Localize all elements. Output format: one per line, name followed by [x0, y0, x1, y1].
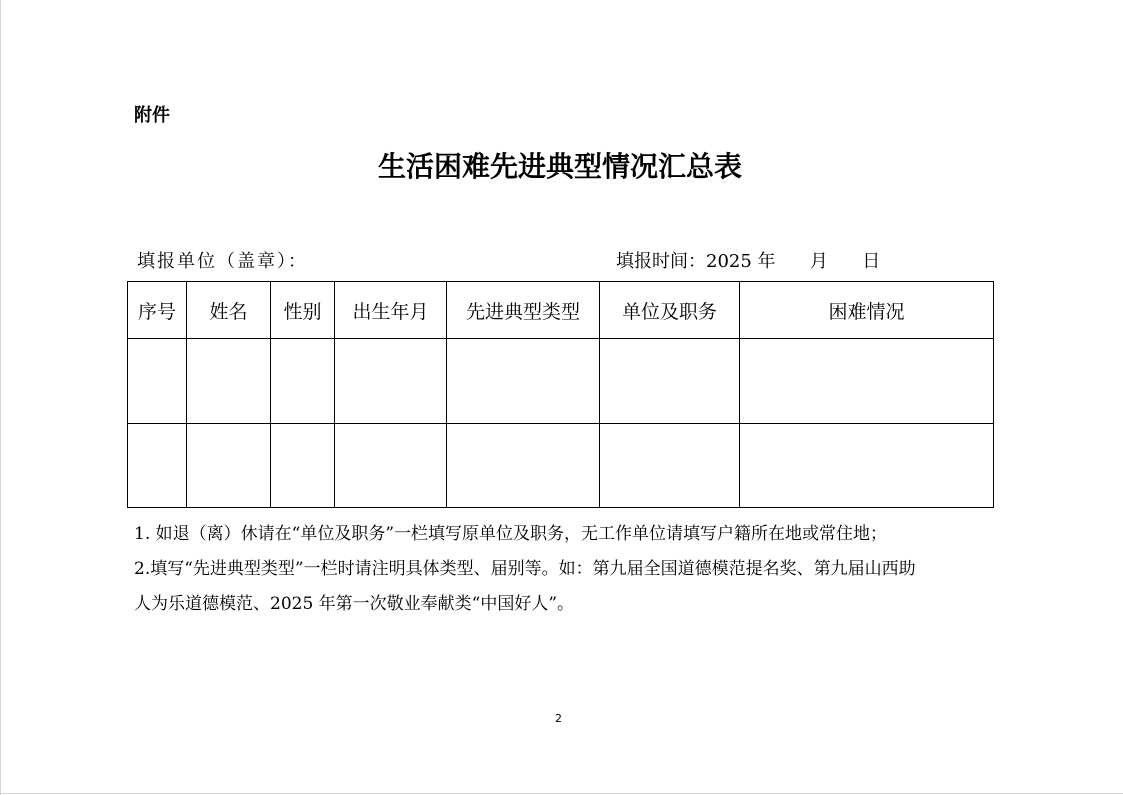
header-model-type: 先进典型类型 — [447, 282, 600, 339]
fill-time-year-unit: 年 — [757, 251, 776, 272]
table-cell[interactable] — [740, 339, 994, 424]
notes-section — [134, 517, 984, 622]
table-row — [128, 424, 994, 508]
table-cell[interactable] — [271, 339, 335, 424]
page-number: 2 — [555, 712, 562, 725]
table-cell[interactable] — [187, 424, 271, 508]
summary-table — [127, 281, 994, 508]
fill-time-year: 2025 — [706, 251, 752, 272]
table-cell[interactable] — [740, 424, 994, 508]
page-border — [0, 793, 1123, 794]
document-title — [0, 145, 1123, 185]
table-cell[interactable] — [187, 339, 271, 424]
header-gender: 性别 — [271, 282, 335, 339]
fill-time-line — [616, 247, 880, 273]
note-1: 1. 如退（离）休请在“单位及职务”一栏填写原单位及职务，无工作单位请填写户籍所在地或常住地； — [134, 524, 888, 544]
page-border — [0, 0, 1, 795]
header-birth-date: 出生年月 — [335, 282, 447, 339]
table-cell[interactable] — [128, 339, 187, 424]
note-2-line-2: 人为乐道德模范、2025 年第一次敬业奉献类“中国好人”。 — [134, 594, 575, 614]
attachment-label: 附件 — [134, 105, 170, 126]
table-cell[interactable] — [600, 339, 740, 424]
table-cell[interactable] — [335, 424, 447, 508]
fill-time-month-unit: 月 — [809, 251, 828, 272]
fill-unit-label: 填报单位（盖章）： — [137, 251, 308, 272]
fill-time-label: 填报时间： — [616, 251, 706, 272]
table-cell[interactable] — [128, 424, 187, 508]
table-row — [128, 339, 994, 424]
header-unit-position: 单位及职务 — [600, 282, 740, 339]
header-index: 序号 — [128, 282, 187, 339]
note-2-line-1: 2.填写“先进典型类型”一栏时请注明具体类型、届别等。如：第九届全国道德模范提名奖、第九届山西助 — [134, 559, 916, 579]
document-title-text: 生活困难先进典型情况汇总表 — [377, 150, 742, 183]
table-cell[interactable] — [447, 424, 600, 508]
table-cell[interactable] — [335, 339, 447, 424]
table-cell[interactable] — [600, 424, 740, 508]
header-difficulty: 困难情况 — [740, 282, 994, 339]
table-header-row — [128, 282, 994, 339]
table-cell[interactable] — [447, 339, 600, 424]
header-name: 姓名 — [187, 282, 271, 339]
fill-time-day-unit: 日 — [862, 251, 881, 272]
table-cell[interactable] — [271, 424, 335, 508]
